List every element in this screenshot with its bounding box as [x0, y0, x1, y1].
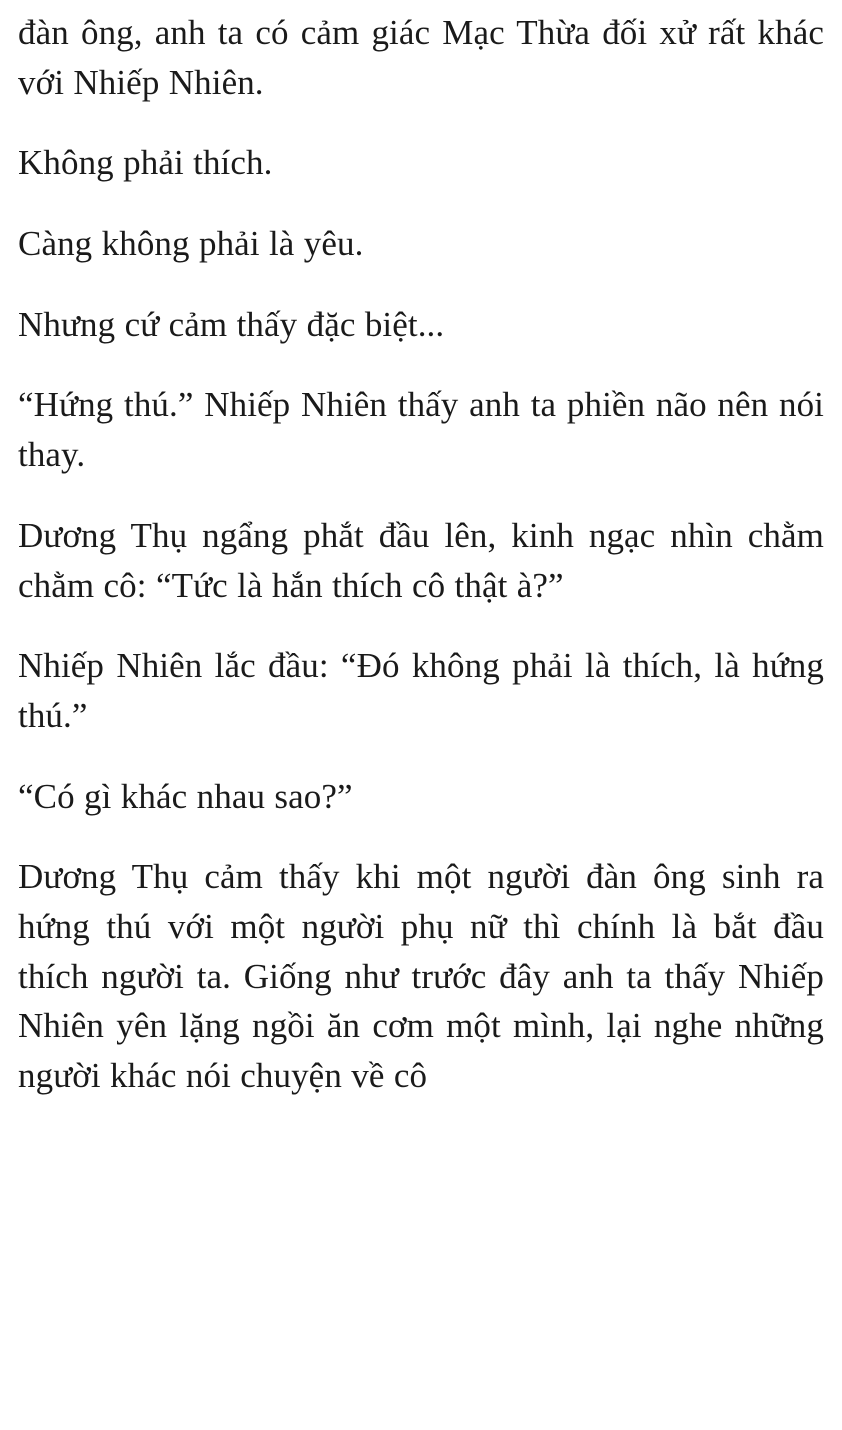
paragraph: Nhiếp Nhiên lắc đầu: “Đó không phải là thích, là hứng thú.” — [18, 646, 824, 735]
paragraph: Không phải thích. — [18, 143, 273, 183]
paragraph: Nhưng cứ cảm thấy đặc biệt... — [18, 304, 445, 344]
paragraph: “Có gì khác nhau sao?” — [18, 776, 353, 816]
paragraph: Càng không phải là yêu. — [18, 224, 364, 264]
paragraph: Dương Thụ cảm thấy khi một người đàn ông sinh ra hứng thú với một người phụ nữ thì chính là bắt đầu thích người ta. Giống như trước đây anh ta thấy Nhiếp Nhiên yên lặng ngồi ăn cơm một mình, lại nghe những người khác nói chuyện về cô — [18, 857, 824, 1095]
paragraph: Dương Thụ ngẩng phắt đầu lên, kinh ngạc nhìn chằm chằm cô: “Tức là hắn thích cô thật à?” — [18, 515, 824, 605]
paragraph: “Hứng thú.” Nhiếp Nhiên thấy anh ta phiền não nên nói thay. — [18, 385, 824, 475]
paragraph: đàn ông, anh ta có cảm giác Mạc Thừa đối xử rất khác với Nhiếp Nhiên. — [18, 13, 824, 102]
